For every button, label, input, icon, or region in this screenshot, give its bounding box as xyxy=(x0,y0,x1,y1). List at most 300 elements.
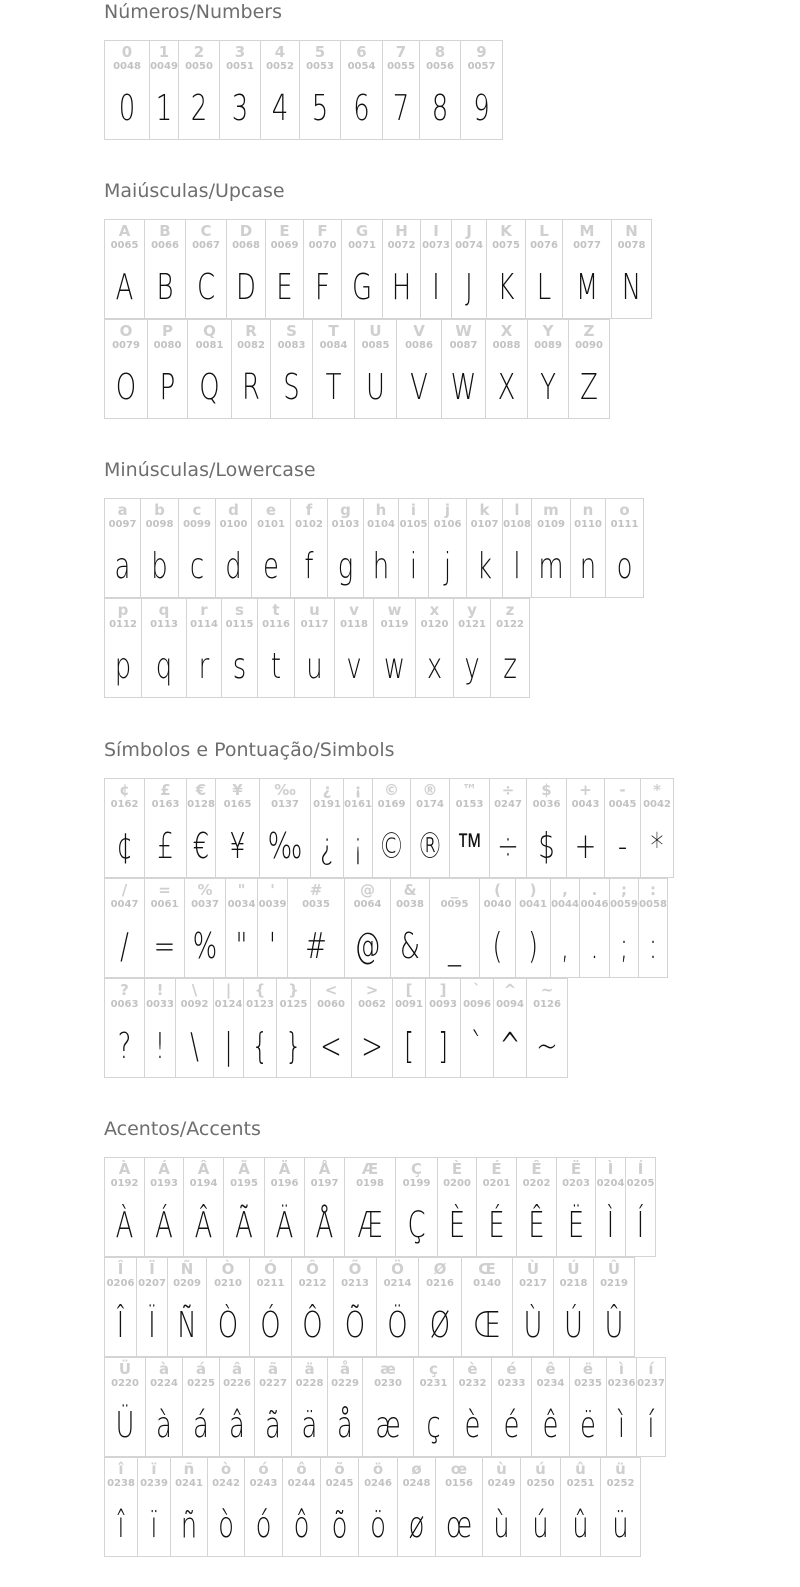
font-glyph-sample: W xyxy=(450,367,477,408)
reference-character: ® xyxy=(422,781,438,799)
font-glyph-sample: Ô xyxy=(302,1305,323,1346)
reference-character: N xyxy=(625,222,638,240)
character-code: 0076 xyxy=(530,240,558,251)
character-code: 0111 xyxy=(610,519,639,530)
glyph-cell xyxy=(257,878,288,978)
font-glyph-sample: * xyxy=(650,826,664,867)
reference-character: ü xyxy=(615,1460,626,1478)
font-glyph-sample: Î xyxy=(116,1305,125,1346)
glyph-cell xyxy=(396,319,442,419)
reference-character: ; xyxy=(621,881,627,899)
reference-character: t xyxy=(272,601,280,619)
character-code: 0094 xyxy=(496,999,524,1010)
font-glyph-sample: ÷ xyxy=(497,826,519,867)
reference-character: M xyxy=(579,222,595,240)
font-glyph-sample: È xyxy=(448,1205,466,1246)
reference-character: ø xyxy=(411,1460,422,1478)
glyph-cell xyxy=(343,778,373,878)
glyph-cell xyxy=(175,978,214,1078)
reference-character: L xyxy=(539,222,549,240)
glyph-cell xyxy=(167,1257,207,1357)
font-glyph-sample: É xyxy=(488,1205,505,1246)
character-code: 0058 xyxy=(639,899,667,910)
character-code: 0242 xyxy=(212,1478,240,1489)
reference-character: ë xyxy=(582,1360,594,1378)
glyph-cell xyxy=(425,978,461,1078)
reference-character: 0 xyxy=(121,43,133,61)
character-code: 0063 xyxy=(110,999,139,1010)
character-code: 0217 xyxy=(519,1278,547,1289)
character-code: 0232 xyxy=(458,1378,487,1389)
font-glyph-sample: a xyxy=(114,546,131,587)
glyph-cell xyxy=(382,40,420,140)
font-glyph-sample: ñ xyxy=(180,1505,198,1546)
character-code: 0095 xyxy=(440,899,469,910)
glyph-cell xyxy=(251,498,291,598)
character-code: 0089 xyxy=(534,340,562,351)
reference-character: Ø xyxy=(433,1260,447,1278)
reference-character: p xyxy=(117,601,129,619)
reference-character: ç xyxy=(429,1360,438,1378)
reference-character: > xyxy=(365,981,379,999)
glyph-cell xyxy=(553,1257,594,1357)
reference-character: Ö xyxy=(391,1260,404,1278)
character-code: 0055 xyxy=(387,61,415,72)
glyph-cell xyxy=(104,978,145,1078)
reference-character: ä xyxy=(304,1360,315,1378)
reference-character: Ã xyxy=(238,1160,250,1178)
glyph-row xyxy=(104,219,651,319)
glyph-cell xyxy=(435,1457,483,1557)
reference-character: s xyxy=(235,601,244,619)
font-glyph-sample: Û xyxy=(604,1305,624,1346)
reference-character: D xyxy=(239,222,253,240)
glyph-cell xyxy=(104,40,150,140)
character-code: 0045 xyxy=(608,799,637,810)
glyph-cell xyxy=(460,978,494,1078)
character-code: 0195 xyxy=(230,1178,258,1189)
font-glyph-sample: õ xyxy=(331,1505,348,1546)
glyph-cell xyxy=(636,1357,666,1457)
character-code: 0198 xyxy=(356,1178,384,1189)
glyph-cell xyxy=(303,219,342,319)
glyph-cell xyxy=(418,1257,462,1357)
font-glyph-sample: Œ xyxy=(473,1305,501,1346)
character-code: 0101 xyxy=(257,519,285,530)
reference-character: . xyxy=(591,881,598,899)
glyph-cell xyxy=(243,978,277,1078)
font-glyph-sample: 9 xyxy=(473,88,490,129)
reference-character: 6 xyxy=(356,43,367,61)
glyph-cell xyxy=(362,1357,414,1457)
reference-character: { xyxy=(254,981,266,999)
reference-character: Î xyxy=(117,1260,124,1278)
character-code: 0069 xyxy=(270,240,299,251)
reference-character: Ú xyxy=(567,1260,580,1278)
glyph-cell xyxy=(441,319,486,419)
reference-character: K xyxy=(500,222,512,240)
section-title: Símbolos e Pontuação/Simbols xyxy=(104,739,395,761)
character-code: 0169 xyxy=(377,799,406,810)
character-code: 0078 xyxy=(617,240,646,251)
reference-character: Ô xyxy=(306,1260,319,1278)
font-glyph-sample: ` xyxy=(470,1026,484,1067)
font-glyph-sample: c xyxy=(189,546,205,587)
font-glyph-sample: " xyxy=(235,926,248,967)
glyph-cell xyxy=(428,498,467,598)
character-code: 0220 xyxy=(111,1378,139,1389)
font-glyph-sample: ^ xyxy=(499,1026,521,1067)
character-code: 0233 xyxy=(497,1378,526,1389)
reference-character: Ë xyxy=(570,1160,582,1178)
font-glyph-sample: Ù xyxy=(523,1305,543,1346)
character-code: 0106 xyxy=(433,519,462,530)
font-glyph-sample: g xyxy=(337,546,354,587)
reference-character: ï xyxy=(151,1460,157,1478)
font-glyph-sample: Å xyxy=(315,1205,334,1246)
font-glyph-sample: ) xyxy=(527,926,539,967)
reference-character: \ xyxy=(191,981,198,999)
glyph-row xyxy=(104,498,643,598)
glyph-cell xyxy=(145,1357,183,1457)
character-code: 0216 xyxy=(426,1278,454,1289)
character-code: 0238 xyxy=(107,1478,135,1489)
glyph-row xyxy=(104,1457,665,1557)
glyph-cell xyxy=(476,1157,517,1257)
glyph-cell xyxy=(270,319,313,419)
reference-character: Œ xyxy=(478,1260,496,1278)
character-code: 0207 xyxy=(138,1278,166,1289)
character-code: 0165 xyxy=(223,799,252,810)
reference-character: l xyxy=(514,501,520,519)
reference-character: ? xyxy=(120,981,129,999)
glyph-cell xyxy=(451,219,487,319)
character-code: 0163 xyxy=(151,799,180,810)
reference-character: g xyxy=(340,501,351,519)
character-code: 0047 xyxy=(110,899,139,910)
font-glyph-sample: e xyxy=(263,546,279,587)
character-code: 0102 xyxy=(295,519,323,530)
glyph-cell xyxy=(525,219,563,319)
glyph-cell xyxy=(312,319,355,419)
glyph-cell xyxy=(327,1357,363,1457)
reference-character: u xyxy=(309,601,320,619)
reference-character: J xyxy=(466,222,472,240)
glyph-cell xyxy=(290,498,328,598)
character-code: 0042 xyxy=(643,799,671,810)
font-glyph-sample: Á xyxy=(155,1205,173,1246)
character-code: 0211 xyxy=(256,1278,285,1289)
reference-character: í xyxy=(648,1360,654,1378)
glyph-cell xyxy=(282,1457,321,1557)
character-code: 0110 xyxy=(574,519,602,530)
reference-character: ( xyxy=(494,881,501,899)
glyph-cell xyxy=(334,598,374,698)
glyph-cell xyxy=(104,498,141,598)
glyph-cell xyxy=(291,1257,334,1357)
font-glyph-sample: Q xyxy=(199,367,220,408)
character-code: 0137 xyxy=(271,799,299,810)
font-glyph-sample: - xyxy=(617,826,628,867)
glyph-cell xyxy=(609,878,639,978)
reference-character: Å xyxy=(318,1160,331,1178)
reference-character: 4 xyxy=(274,43,286,61)
glyph-cell xyxy=(144,778,187,878)
font-glyph-sample: v xyxy=(346,646,362,687)
reference-character: < xyxy=(324,981,338,999)
font-glyph-sample: £ xyxy=(157,826,174,867)
character-code: 0100 xyxy=(219,519,248,530)
reference-character: ¡ xyxy=(354,781,362,799)
glyph-cell xyxy=(562,219,612,319)
glyph-cell xyxy=(213,978,244,1078)
font-glyph-sample: ? xyxy=(117,1026,132,1067)
reference-character: Õ xyxy=(348,1260,362,1278)
character-code: 0059 xyxy=(610,899,638,910)
glyph-cell xyxy=(579,878,610,978)
glyph-cell xyxy=(640,778,674,878)
glyph-cell xyxy=(215,778,260,878)
reference-character: 3 xyxy=(234,43,246,61)
character-code: 0252 xyxy=(606,1478,635,1489)
reference-character: e xyxy=(265,501,277,519)
reference-character: Ì xyxy=(607,1160,614,1178)
reference-character: å xyxy=(339,1360,351,1378)
character-code: 0113 xyxy=(150,619,178,630)
glyph-cell xyxy=(104,1257,137,1357)
glyph-cell xyxy=(310,978,352,1078)
glyph-cell xyxy=(206,1257,250,1357)
reference-character: X xyxy=(500,322,513,340)
character-code: 0237 xyxy=(637,1378,665,1389)
character-code: 0092 xyxy=(180,999,209,1010)
glyph-cell xyxy=(219,40,261,140)
font-glyph-sample: û xyxy=(572,1505,589,1546)
reference-character: à xyxy=(158,1360,170,1378)
reference-character: á xyxy=(195,1360,207,1378)
glyph-cell xyxy=(372,778,411,878)
reference-character: ô xyxy=(296,1460,307,1478)
character-code: 0128 xyxy=(187,799,215,810)
character-code: 0231 xyxy=(419,1378,448,1389)
character-code: 0105 xyxy=(399,519,428,530)
glyph-cell xyxy=(104,778,145,878)
font-glyph-sample: w xyxy=(383,646,406,687)
glyph-cell xyxy=(485,319,528,419)
font-glyph-sample: æ xyxy=(375,1405,401,1446)
glyph-cell xyxy=(595,1157,626,1257)
glyph-cell xyxy=(185,219,227,319)
font-glyph-sample: d xyxy=(225,546,242,587)
reference-character: v xyxy=(349,601,359,619)
reference-character: Á xyxy=(158,1160,170,1178)
font-glyph-sample: F xyxy=(315,267,330,308)
reference-character: O xyxy=(119,322,133,340)
reference-character: ] xyxy=(439,981,447,999)
font-glyph-sample: B xyxy=(156,267,174,308)
font-glyph-sample: é xyxy=(503,1405,520,1446)
character-code: 0085 xyxy=(361,340,390,351)
font-glyph-sample: Y xyxy=(540,367,556,408)
reference-character: Æ xyxy=(361,1160,379,1178)
glyph-row xyxy=(104,1157,665,1257)
reference-character: = xyxy=(158,881,171,899)
reference-character: B xyxy=(159,222,171,240)
glyph-cell xyxy=(170,1457,208,1557)
character-code: 0040 xyxy=(483,899,512,910)
glyph-cell xyxy=(104,319,148,419)
character-code: 0200 xyxy=(443,1178,471,1189)
character-code: 0174 xyxy=(416,799,444,810)
glyph-cell xyxy=(333,1257,377,1357)
character-code: 0210 xyxy=(214,1278,242,1289)
character-code: 0229 xyxy=(331,1378,359,1389)
character-code: 0090 xyxy=(575,340,603,351)
glyph-cell xyxy=(358,1457,398,1557)
font-glyph-sample: ¢ xyxy=(116,826,133,867)
character-code: 0234 xyxy=(536,1378,565,1389)
reference-character: x xyxy=(429,601,440,619)
font-glyph-sample: 0 xyxy=(118,88,136,129)
character-code: 0156 xyxy=(445,1478,473,1489)
character-code: 0070 xyxy=(308,240,337,251)
glyph-cell xyxy=(382,219,421,319)
glyph-cell xyxy=(207,1457,245,1557)
font-glyph-sample: ø xyxy=(408,1505,425,1546)
glyph-cell xyxy=(373,598,416,698)
glyph-cell xyxy=(413,1357,454,1457)
glyph-cell xyxy=(515,878,551,978)
reference-character: Ê xyxy=(531,1160,542,1178)
font-glyph-sample: R xyxy=(241,367,260,408)
reference-character: 7 xyxy=(395,43,407,61)
reference-character: + xyxy=(579,781,592,799)
reference-character: P xyxy=(162,322,173,340)
font-glyph-sample: G xyxy=(351,267,373,308)
font-glyph-sample: r xyxy=(198,646,210,687)
glyph-cell xyxy=(226,219,266,319)
reference-character: À xyxy=(118,1160,131,1178)
font-glyph-sample: p xyxy=(114,646,132,687)
font-glyph-sample: Ö xyxy=(387,1305,408,1346)
character-code: 0084 xyxy=(319,340,348,351)
glyph-section xyxy=(104,1117,665,1557)
reference-character: 9 xyxy=(476,43,487,61)
font-glyph-sample: O xyxy=(115,367,137,408)
font-glyph-sample: ‰ xyxy=(267,826,303,867)
font-glyph-sample: & xyxy=(399,926,421,967)
glyph-row xyxy=(104,1357,665,1457)
font-glyph-sample: : xyxy=(648,926,658,967)
reference-character: I xyxy=(433,222,439,240)
character-code: 0162 xyxy=(110,799,139,810)
reference-character: ò xyxy=(220,1460,232,1478)
reference-character: f xyxy=(305,501,313,519)
reference-character: d xyxy=(228,501,239,519)
font-glyph-sample: Ò xyxy=(217,1305,239,1346)
character-code: 0052 xyxy=(266,61,294,72)
font-glyph-sample: Ñ xyxy=(177,1305,197,1346)
glyph-cell xyxy=(449,778,490,878)
reference-character: C xyxy=(200,222,212,240)
glyph-cell xyxy=(419,40,461,140)
character-code: 0224 xyxy=(150,1378,178,1389)
glyph-cell xyxy=(569,1357,607,1457)
character-code: 0061 xyxy=(150,899,179,910)
glyph-cell xyxy=(429,878,480,978)
reference-character: Ò xyxy=(221,1260,235,1278)
reference-character: r xyxy=(200,601,208,619)
reference-character: û xyxy=(575,1460,586,1478)
glyph-cell xyxy=(137,1457,171,1557)
reference-character: - xyxy=(619,781,626,799)
reference-character: ó xyxy=(258,1460,269,1478)
font-glyph-sample: K xyxy=(497,267,515,308)
reference-character: V xyxy=(413,322,425,340)
glyph-cell xyxy=(276,978,311,1078)
character-code: 0121 xyxy=(458,619,486,630)
font-glyph-sample: l xyxy=(513,546,521,587)
character-code: 0088 xyxy=(492,340,521,351)
glyph-cell xyxy=(186,778,216,878)
reference-character: Ñ xyxy=(180,1260,194,1278)
character-code: 0196 xyxy=(270,1178,299,1189)
reference-character: 8 xyxy=(434,43,446,61)
font-glyph-sample: V xyxy=(410,367,428,408)
character-code: 0082 xyxy=(237,340,265,351)
glyph-cell xyxy=(493,978,527,1078)
glyph-cell xyxy=(344,878,391,978)
reference-character: Â xyxy=(197,1160,210,1178)
glyph-cell xyxy=(104,1157,145,1257)
character-code: 0225 xyxy=(187,1378,215,1389)
character-code: 0041 xyxy=(519,899,547,910)
reference-character: ! xyxy=(156,981,164,999)
character-code: 0201 xyxy=(482,1178,511,1189)
reference-character: E xyxy=(279,222,290,240)
character-code: 0120 xyxy=(420,619,449,630)
character-code: 0050 xyxy=(185,61,213,72)
reference-character: ' xyxy=(270,881,275,899)
character-code: 0097 xyxy=(108,519,137,530)
character-code: 0226 xyxy=(223,1378,251,1389)
character-code: 0122 xyxy=(496,619,524,630)
font-glyph-sample: D xyxy=(236,267,256,308)
character-code: 0248 xyxy=(402,1478,431,1489)
character-code: 0104 xyxy=(367,519,395,530)
font-glyph-sample: m xyxy=(538,546,564,587)
reference-character: w xyxy=(387,601,402,619)
reference-character: ê xyxy=(545,1360,556,1378)
glyph-cell xyxy=(363,498,399,598)
font-glyph-sample: q xyxy=(155,646,173,687)
reference-character: # xyxy=(309,881,323,899)
glyph-cell xyxy=(340,40,383,140)
reference-character: Q xyxy=(203,322,216,340)
glyph-cell xyxy=(183,1157,224,1257)
reference-character: U xyxy=(369,322,382,340)
glyph-cell xyxy=(225,878,258,978)
glyph-cell xyxy=(490,598,530,698)
character-code: 0087 xyxy=(449,340,478,351)
character-code: 0080 xyxy=(153,340,182,351)
font-glyph-sample: ê xyxy=(542,1405,559,1446)
character-code: 0065 xyxy=(110,240,139,251)
glyph-cell xyxy=(182,1357,220,1457)
font-glyph-sample: ~ xyxy=(536,1026,558,1067)
character-code: 0192 xyxy=(110,1178,139,1189)
font-glyph-sample: \ xyxy=(190,1026,199,1067)
